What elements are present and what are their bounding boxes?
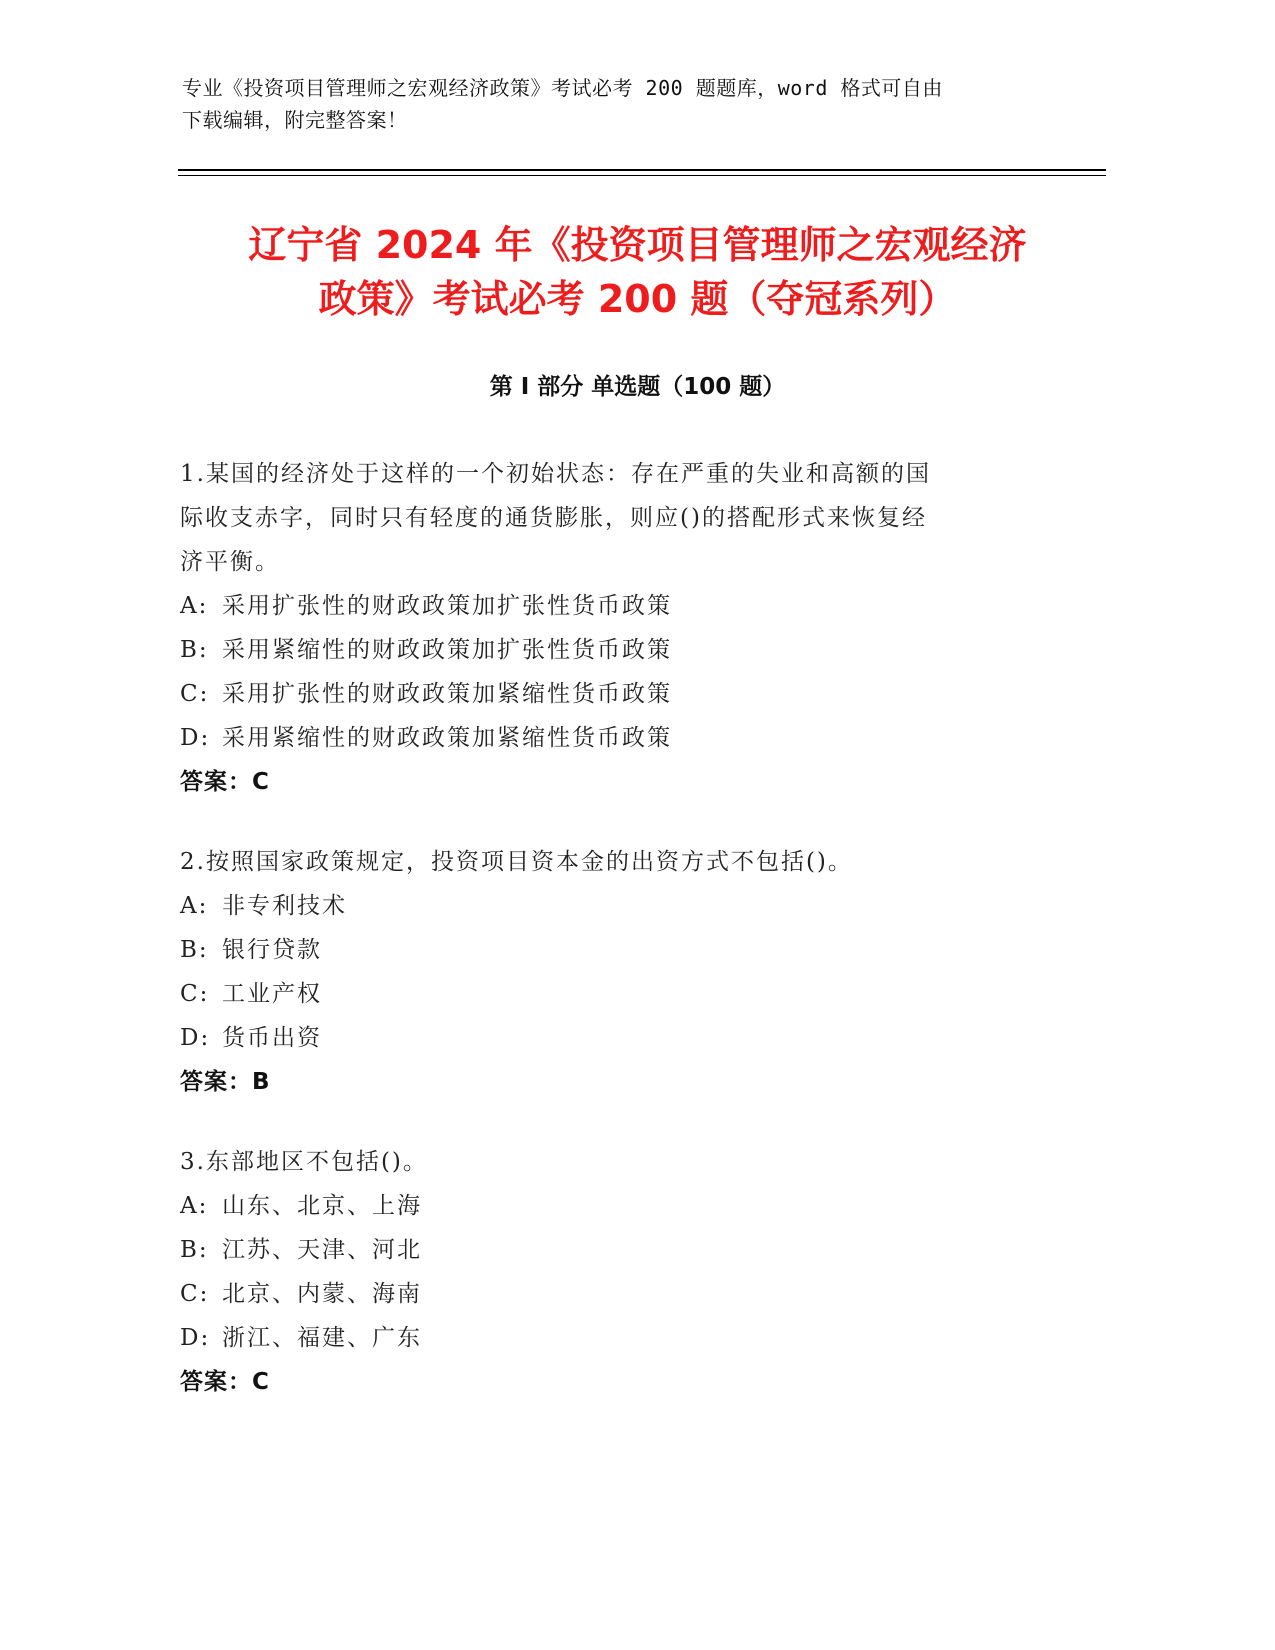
question-1 — [180, 452, 1060, 804]
option-key: C: — [180, 981, 210, 1007]
option-text: 北京、内蒙、海南 — [222, 1281, 422, 1307]
option-text: 采用扩张性的财政政策加扩张性货币政策 — [222, 593, 672, 619]
document-title — [160, 218, 1115, 326]
option-b — [180, 628, 1060, 672]
question-stem-line: 济平衡。 — [180, 549, 280, 575]
option-a — [180, 584, 1060, 628]
header-divider-thick — [178, 169, 1106, 171]
option-key: A: — [180, 593, 209, 619]
option-text: 采用紧缩性的财政政策加紧缩性货币政策 — [222, 725, 672, 751]
option-key: A: — [180, 893, 209, 919]
option-key: D: — [180, 725, 211, 751]
option-text: 山东、北京、上海 — [222, 1193, 422, 1219]
option-d — [180, 1016, 1060, 1060]
question-stem-line: 3.东部地区不包括()。 — [180, 1149, 428, 1175]
section-title: 第 I 部分 单选题（100 题） — [489, 374, 786, 400]
document-title-line-1: 辽宁省 2024 年《投资项目管理师之宏观经济 — [248, 223, 1027, 267]
document-title-line-2: 政策》考试必考 200 题（夺冠系列） — [318, 277, 957, 321]
option-text: 江苏、天津、河北 — [222, 1237, 422, 1263]
header-divider-thin — [178, 175, 1106, 176]
answer-label: 答案：B — [180, 1069, 271, 1095]
question-list — [180, 452, 1060, 1440]
option-a — [180, 1184, 1060, 1228]
option-text: 采用紧缩性的财政政策加扩张性货币政策 — [222, 637, 672, 663]
option-key: B: — [180, 1237, 209, 1263]
option-key: B: — [180, 937, 209, 963]
option-text: 货币出资 — [222, 1025, 322, 1051]
option-text: 银行贷款 — [222, 937, 322, 963]
answer-label: 答案：C — [180, 769, 270, 795]
answer-label: 答案：C — [180, 1369, 270, 1395]
header-note-line-1: 专业《投资项目管理师之宏观经济政策》考试必考 200 题题库，word 格式可自由 — [182, 76, 943, 100]
option-text: 工业产权 — [222, 981, 322, 1007]
option-c — [180, 972, 1060, 1016]
option-text: 非专利技术 — [222, 893, 347, 919]
option-c — [180, 672, 1060, 716]
header-note-line-2: 下载编辑，附完整答案！ — [182, 108, 408, 132]
question-2 — [180, 840, 1060, 1104]
document-header-note — [182, 72, 1042, 136]
option-text: 采用扩张性的财政政策加紧缩性货币政策 — [222, 681, 672, 707]
question-3 — [180, 1140, 1060, 1404]
question-stem-line: 2.按照国家政策规定，投资项目资本金的出资方式不包括()。 — [180, 849, 853, 875]
option-d — [180, 716, 1060, 760]
option-key: C: — [180, 681, 210, 707]
option-b — [180, 1228, 1060, 1272]
option-d — [180, 1316, 1060, 1360]
question-stem-line: 际收支赤字，同时只有轻度的通货膨胀，则应()的搭配形式来恢复经 — [180, 505, 927, 531]
option-key: D: — [180, 1325, 211, 1351]
option-b — [180, 928, 1060, 972]
question-stem-line: 1.某国的经济处于这样的一个初始状态：存在严重的失业和高额的国 — [180, 461, 931, 487]
option-text: 浙江、福建、广东 — [222, 1325, 422, 1351]
option-c — [180, 1272, 1060, 1316]
option-key: A: — [180, 1193, 209, 1219]
option-key: C: — [180, 1281, 210, 1307]
option-a — [180, 884, 1060, 928]
option-key: B: — [180, 637, 209, 663]
option-key: D: — [180, 1025, 211, 1051]
